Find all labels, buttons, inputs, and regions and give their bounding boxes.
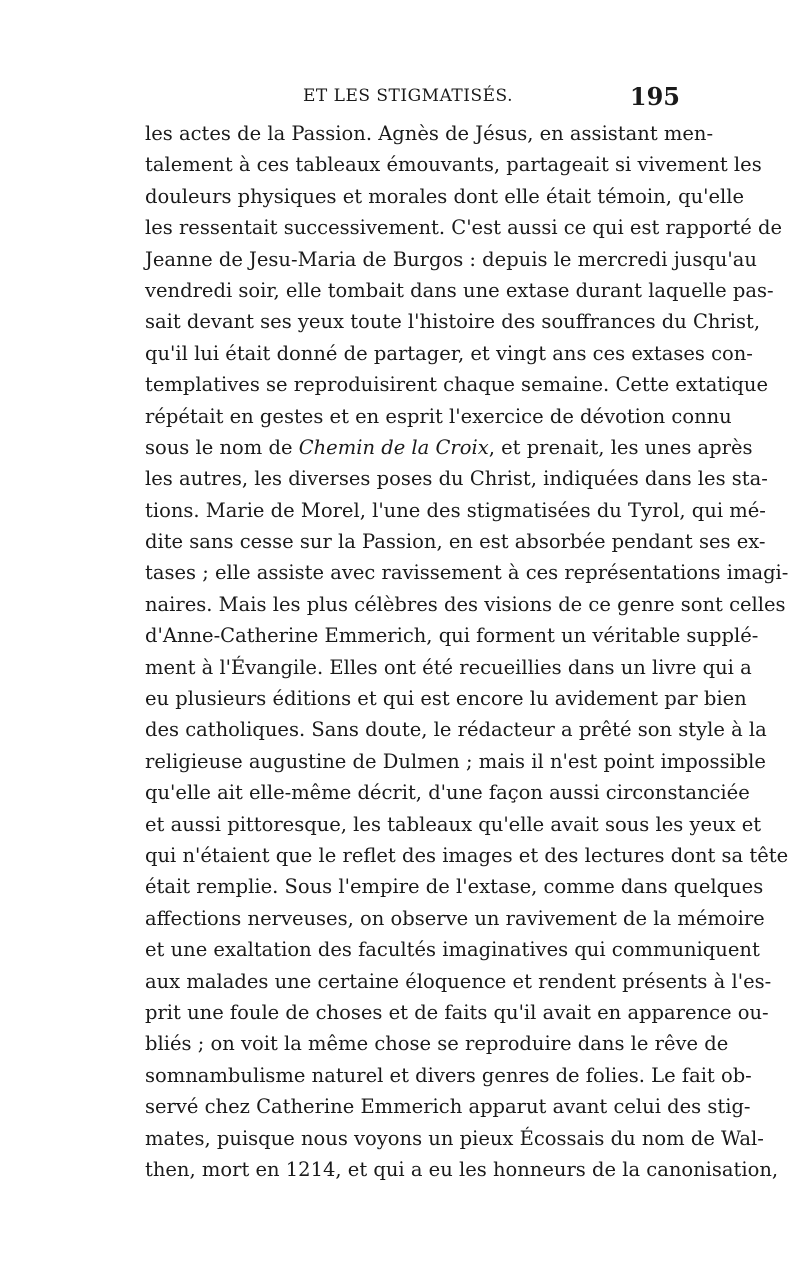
text-line: d'Anne-Catherine Emmerich, qui forment un véritable supplé-	[145, 624, 759, 648]
page-number: 195	[629, 82, 680, 111]
text-line: then, mort en 1214, et qui a eu les honneurs de la canonisation,	[145, 1157, 779, 1181]
running-title: ET LES STIGMATISÉS.	[303, 86, 513, 106]
text-line: servé chez Catherine Emmerich apparut avant celui des stig-	[145, 1095, 751, 1119]
italic-phrase: Chemin de la Croix	[298, 435, 489, 459]
text-line: affections nerveuses, on observe un ravivement de la mémoire	[145, 906, 765, 930]
text-line: tions. Marie de Morel, l'une des stigmatisées du Tyrol, qui mé-	[145, 498, 766, 522]
text-line: bliés ; on voit la même chose se reproduire dans le rêve de	[145, 1032, 729, 1056]
text-line: qu'il lui était donné de partager, et vingt ans ces extases con-	[145, 341, 753, 365]
text-line: aux malades une certaine éloquence et rendent présents à l'es-	[145, 969, 772, 993]
text-line: qu'elle ait elle-même décrit, d'une façon aussi circonstanciée	[145, 781, 750, 805]
text-line: des catholiques. Sans doute, le rédacteur a prêté son style à la	[145, 718, 767, 742]
text-line: douleurs physiques et morales dont elle était témoin, qu'elle	[145, 184, 745, 208]
text-line: Jeanne de Jesu-Maria de Burgos : depuis le mercredi jusqu'au	[145, 247, 757, 271]
text-line: religieuse augustine de Dulmen ; mais il n'est point impossible	[145, 749, 766, 773]
text-line: naires. Mais les plus célèbres des visions de ce genre sont celles	[145, 592, 786, 616]
text-line: et une exaltation des facultés imaginatives qui communiquent	[145, 938, 760, 962]
body-text	[145, 118, 789, 1185]
page-header	[145, 80, 680, 112]
text-line: qui n'étaient que le reflet des images et des lectures dont sa tête	[145, 843, 789, 867]
text-line: et aussi pittoresque, les tableaux qu'elle avait sous les yeux et	[145, 812, 762, 836]
text-line: prit une foule de choses et de faits qu'il avait en apparence ou-	[145, 1000, 769, 1024]
text-line: les actes de la Passion. Agnès de Jésus, en assistant men-	[145, 122, 714, 145]
text-line: sous le nom de Chemin de la Croix, et prenait, les unes après	[145, 435, 753, 459]
text-line: talement à ces tableaux émouvants, partageait si vivement les	[145, 153, 762, 177]
text-line: somnambulisme naturel et divers genres de folies. Le fait ob-	[145, 1063, 752, 1087]
text-line: les ressentait successivement. C'est aussi ce qui est rapporté de	[145, 216, 783, 240]
text-line: sait devant ses yeux toute l'histoire des souffrances du Christ,	[145, 310, 761, 334]
text-line: les autres, les diverses poses du Christ, indiquées dans les sta-	[145, 467, 768, 491]
text-line: mates, puisque nous voyons un pieux Écossais du nom de Wal-	[145, 1126, 764, 1150]
text-line: ment à l'Évangile. Elles ont été recueillies dans un livre qui a	[145, 655, 752, 679]
text-line: tases ; elle assiste avec ravissement à ces représentations imagi-	[145, 561, 789, 585]
text-line: templatives se reproduisirent chaque semaine. Cette extatique	[145, 373, 768, 397]
text-line: était remplie. Sous l'empire de l'extase, comme dans quelques	[145, 875, 764, 899]
text-line: eu plusieurs éditions et qui est encore lu avidement par bien	[145, 687, 747, 711]
text-line: vendredi soir, elle tombait dans une extase durant laquelle pas-	[145, 278, 774, 302]
text-line: répétait en gestes et en esprit l'exercice de dévotion connu	[145, 404, 732, 428]
text-line: dite sans cesse sur la Passion, en est absorbée pendant ses ex-	[145, 530, 766, 554]
